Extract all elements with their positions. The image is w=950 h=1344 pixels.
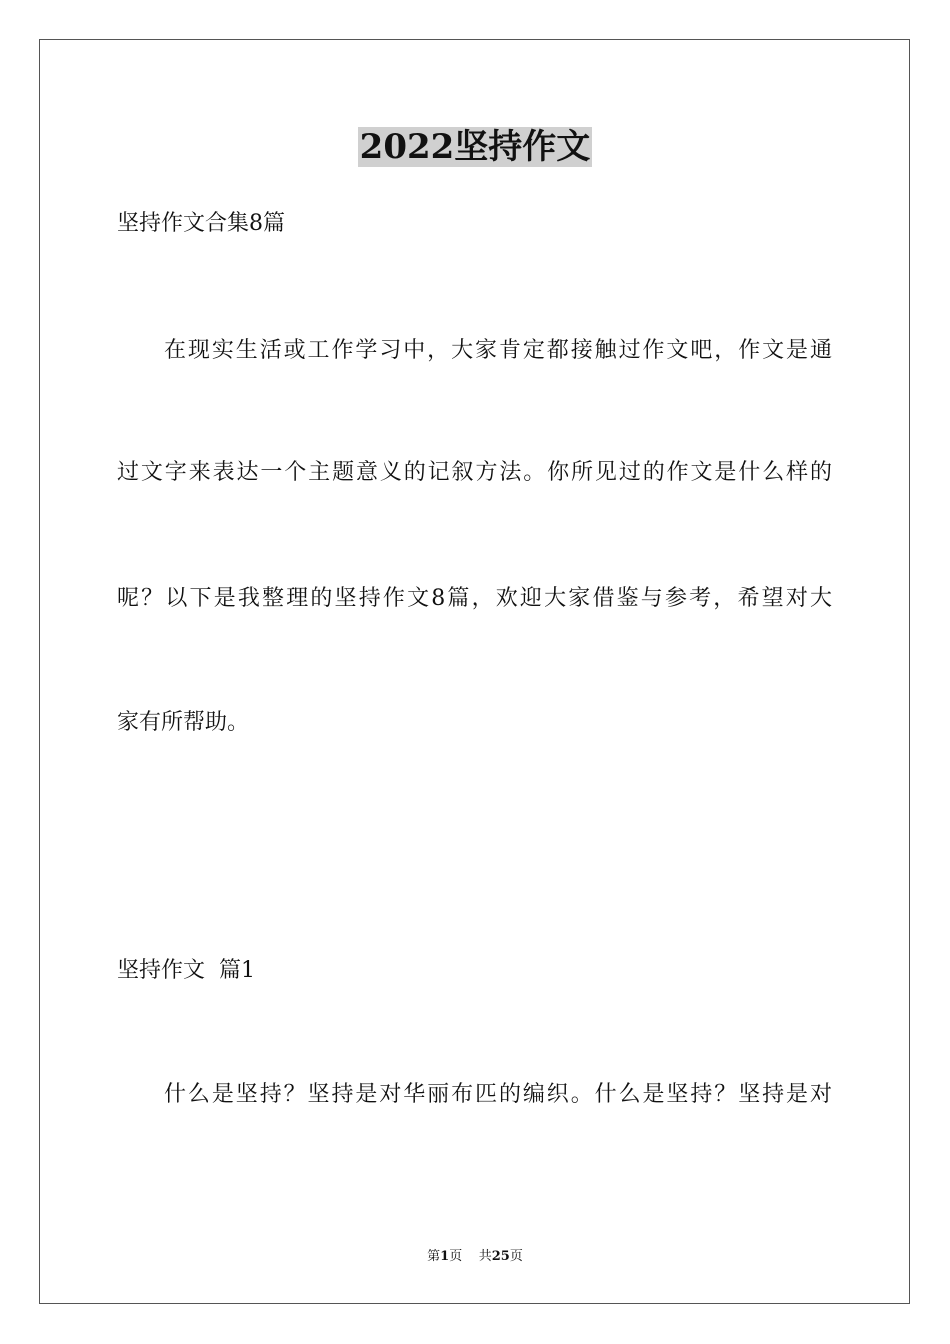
section-heading: 坚持作文 篇1 [117, 958, 255, 983]
document-subtitle: 坚持作文合集8篇 [117, 211, 285, 236]
intro-line-2: 过文字来表达一个主题意义的记叙方法。你所见过的作文是什么样的 [117, 460, 832, 485]
intro-line-3: 呢？以下是我整理的坚持作文8篇，欢迎大家借鉴与参考，希望对大 [117, 586, 832, 611]
document-title-text: 2022坚持作文 [359, 127, 591, 167]
footer-total-prefix: 共 [478, 1249, 492, 1264]
footer-total-suffix: 页 [509, 1249, 523, 1264]
footer-page-number: 1 [440, 1249, 450, 1264]
footer-page-suffix: 页 [449, 1249, 463, 1264]
document-title [0, 127, 950, 167]
footer-page-prefix: 第 [427, 1249, 441, 1264]
intro-line-4: 家有所帮助。 [117, 710, 250, 735]
intro-line-1: 在现实生活或工作学习中，大家肯定都接触过作文吧，作文是通 [164, 338, 832, 363]
section-line-1: 什么是坚持？坚持是对华丽布匹的编织。什么是坚持？坚持是对 [164, 1082, 832, 1107]
page-footer [0, 1248, 950, 1266]
footer-total-pages: 25 [491, 1249, 510, 1264]
